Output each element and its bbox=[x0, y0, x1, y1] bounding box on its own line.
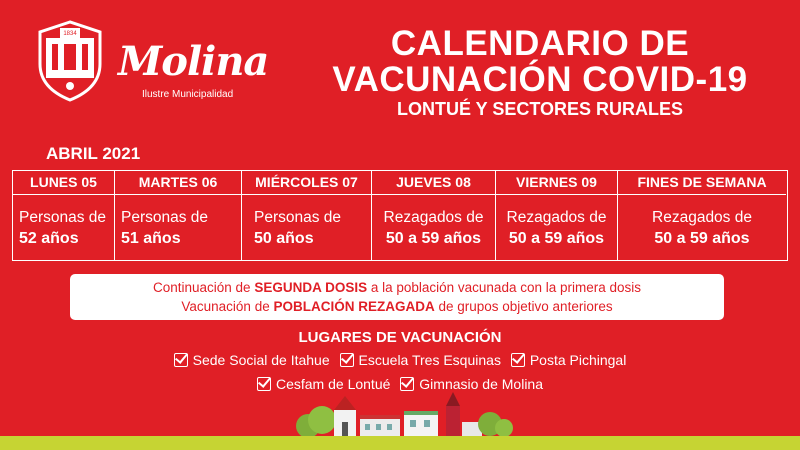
column-header: MIÉRCOLES 07 bbox=[242, 171, 371, 195]
svg-text:1834: 1834 bbox=[63, 31, 77, 37]
column-body bbox=[496, 195, 617, 260]
town-illustration-icon bbox=[290, 388, 515, 440]
column-header: VIERNES 09 bbox=[496, 171, 617, 195]
column-header: JUEVES 08 bbox=[372, 171, 495, 195]
column-header: FINES DE SEMANA bbox=[618, 171, 786, 195]
cell-line-1: Rezagados de bbox=[506, 209, 607, 226]
brand-subtitle: Ilustre Municipalidad bbox=[142, 89, 234, 100]
title-line-1: CALENDARIO DE bbox=[390, 24, 690, 63]
cell-line-1: Rezagados de bbox=[652, 209, 752, 226]
place-label: Sede Social de Itahue bbox=[192, 352, 330, 368]
cell-line-2: 50 a 59 años bbox=[385, 230, 482, 247]
schedule-table bbox=[12, 170, 788, 261]
cell-line-2: 51 años bbox=[121, 230, 181, 247]
place-label: Escuela Tres Esquinas bbox=[358, 352, 501, 368]
cell-line-1: Rezagados de bbox=[383, 209, 484, 226]
info-line-1 bbox=[70, 278, 724, 297]
schedule-column-tuesday bbox=[115, 171, 242, 260]
info-line-2 bbox=[70, 297, 724, 316]
schedule-column-wednesday bbox=[242, 171, 372, 260]
municipal-crest-icon bbox=[34, 18, 106, 104]
schedule-column-monday bbox=[13, 171, 115, 260]
places-row bbox=[0, 352, 800, 368]
place-item bbox=[511, 352, 627, 368]
column-body bbox=[13, 195, 114, 260]
month-label: ABRIL 2021 bbox=[46, 144, 141, 163]
checkbox-icon bbox=[257, 377, 271, 391]
title-line-2: VACUNACIÓN COVID-19 bbox=[332, 60, 748, 99]
molina-logo bbox=[34, 18, 269, 108]
column-body bbox=[618, 195, 786, 260]
place-label: Gimnasio de Molina bbox=[419, 376, 544, 392]
checkbox-icon bbox=[511, 353, 525, 367]
cell-line-1: Personas de bbox=[121, 209, 209, 226]
schedule-column-thursday bbox=[372, 171, 496, 260]
cell-line-2: 50 a 59 años bbox=[654, 230, 750, 247]
column-header: LUNES 05 bbox=[13, 171, 114, 195]
column-body bbox=[242, 195, 371, 260]
brand-name: Molina bbox=[118, 38, 269, 85]
title-line-3: LONTUÉ Y SECTORES RURALES bbox=[396, 99, 684, 119]
place-label: Posta Pichingal bbox=[529, 352, 627, 368]
column-body bbox=[372, 195, 495, 260]
place-label: Cesfam de Lontué bbox=[275, 376, 391, 392]
place-item bbox=[174, 352, 330, 368]
cell-line-2: 50 años bbox=[254, 230, 314, 247]
cell-line-2: 52 años bbox=[19, 230, 79, 247]
cell-line-1: Personas de bbox=[19, 209, 107, 226]
schedule-column-weekend bbox=[618, 171, 786, 260]
column-header: MARTES 06 bbox=[115, 171, 241, 195]
places-heading: LUGARES DE VACUNACIÓN bbox=[298, 329, 502, 346]
info-highlight: SEGUNDA DOSIS bbox=[254, 280, 368, 295]
place-item bbox=[340, 352, 501, 368]
info-highlight: POBLACIÓN REZAGADA bbox=[273, 299, 435, 314]
info-box bbox=[70, 274, 724, 320]
page-title bbox=[300, 26, 780, 118]
info-text: de grupos objetivo anteriores bbox=[434, 299, 613, 314]
cell-line-2: 50 a 59 años bbox=[508, 230, 605, 247]
column-body bbox=[115, 195, 241, 260]
checkbox-icon bbox=[340, 353, 354, 367]
schedule-column-friday bbox=[496, 171, 618, 260]
ground-strip bbox=[0, 436, 800, 450]
info-text: a la población vacunada con la primera dosis bbox=[367, 280, 642, 295]
checkbox-icon bbox=[174, 353, 188, 367]
info-text: Continuación de bbox=[152, 280, 255, 295]
cell-line-1: Personas de bbox=[254, 209, 342, 226]
info-text: Vacunación de bbox=[181, 299, 274, 314]
